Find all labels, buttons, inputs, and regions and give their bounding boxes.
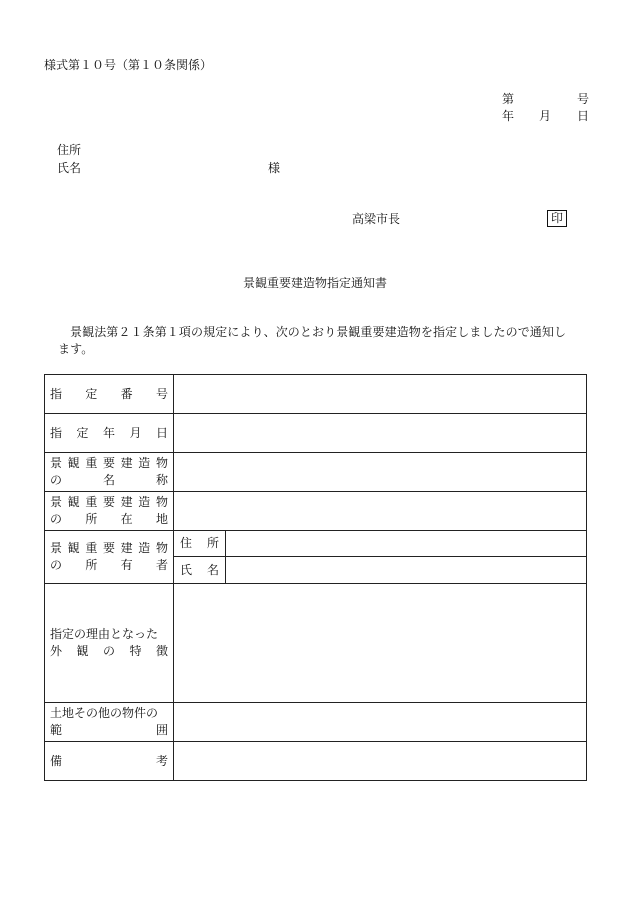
label-char: 号 bbox=[155, 386, 168, 401]
value-owner-name[interactable] bbox=[226, 557, 587, 584]
label-char: 定 bbox=[85, 386, 98, 401]
row-reason bbox=[45, 584, 587, 703]
label-char: 所 bbox=[206, 536, 219, 550]
label-designation-date bbox=[45, 414, 174, 453]
document-number-suffix: 号 bbox=[577, 92, 590, 106]
label-char: の bbox=[102, 644, 115, 658]
label-char: 称 bbox=[155, 473, 168, 487]
issuer-mayor: 高梁市長 bbox=[352, 212, 401, 226]
value-reason[interactable] bbox=[174, 584, 587, 703]
label-line bbox=[50, 722, 168, 739]
seal-mark: 印 bbox=[547, 210, 567, 227]
label-char: の bbox=[50, 558, 63, 572]
label-char: 要 bbox=[102, 495, 115, 509]
label-line bbox=[50, 643, 168, 660]
value-owner-address[interactable] bbox=[226, 531, 587, 557]
label-char: 在 bbox=[120, 512, 133, 526]
label-char: 特 bbox=[129, 644, 142, 658]
body-text: 景観法第２１条第１項の規定により、次のとおり景観重要建造物を指定しましたので通知します。 bbox=[58, 325, 567, 356]
date-day-label: 日 bbox=[577, 109, 590, 123]
label-char: 物 bbox=[155, 495, 168, 509]
row-remarks bbox=[45, 742, 587, 781]
label-char: 月 bbox=[129, 425, 142, 440]
label-char: 住 bbox=[180, 536, 193, 550]
label-char: 名 bbox=[206, 562, 219, 577]
label-char: 観 bbox=[76, 644, 89, 658]
label-char: 者 bbox=[155, 558, 168, 572]
recipient-address-label: 住所 bbox=[57, 143, 82, 157]
recipient-honorific: 様 bbox=[268, 161, 281, 175]
label-char: 要 bbox=[102, 456, 115, 470]
value-designation-date[interactable] bbox=[174, 414, 587, 453]
value-remarks[interactable] bbox=[174, 742, 587, 781]
label-line bbox=[50, 557, 168, 574]
label-line bbox=[50, 494, 168, 511]
label-char: 番 bbox=[120, 386, 133, 401]
form-number: 様式第１０号（第１０条関係） bbox=[44, 58, 213, 72]
value-designation-number[interactable] bbox=[174, 375, 587, 414]
label-line bbox=[50, 472, 168, 489]
label-line bbox=[180, 535, 219, 552]
label-char: 造 bbox=[138, 541, 151, 555]
label-char: 重 bbox=[85, 541, 98, 555]
label-owner-name bbox=[174, 557, 226, 584]
label-char: の bbox=[50, 473, 63, 487]
value-building-name[interactable] bbox=[174, 453, 587, 492]
label-char: 定 bbox=[76, 425, 89, 440]
label-designation-number bbox=[45, 375, 174, 414]
label-char: 建 bbox=[120, 456, 133, 470]
row-building-name bbox=[45, 453, 587, 492]
label-char: 年 bbox=[102, 425, 115, 440]
label-char: 範 bbox=[50, 723, 63, 737]
label-line bbox=[180, 562, 219, 579]
row-designation-date bbox=[45, 414, 587, 453]
label-char: 造 bbox=[138, 456, 151, 470]
label-char: 景 bbox=[50, 541, 63, 555]
label-land-scope bbox=[45, 703, 174, 742]
label-char: 要 bbox=[102, 541, 115, 555]
label-char: 造 bbox=[138, 495, 151, 509]
label-char: 有 bbox=[120, 558, 133, 572]
row-owner-address bbox=[45, 531, 587, 557]
label-char: 囲 bbox=[155, 723, 168, 737]
label-reason bbox=[45, 584, 174, 703]
label-char: 物 bbox=[155, 541, 168, 555]
value-building-location[interactable] bbox=[174, 492, 587, 531]
label-char: 観 bbox=[67, 495, 80, 509]
date-year-label: 年 bbox=[502, 109, 515, 123]
label-char: 所 bbox=[85, 558, 98, 572]
document-title: 景観重要建造物指定通知書 bbox=[242, 276, 387, 290]
label-char: 観 bbox=[67, 541, 80, 555]
label-land-scope-line1: 土地その他の物件の bbox=[50, 706, 159, 720]
label-line bbox=[50, 540, 168, 557]
document-number-prefix: 第 bbox=[502, 92, 515, 106]
label-building-name bbox=[45, 453, 174, 492]
row-designation-number bbox=[45, 375, 587, 414]
label-building-owner bbox=[45, 531, 174, 584]
recipient-name-label: 氏名 bbox=[57, 161, 82, 175]
label-char: 建 bbox=[120, 495, 133, 509]
label-char: 指 bbox=[50, 386, 63, 401]
label-remarks bbox=[45, 742, 174, 781]
label-char: 徴 bbox=[155, 644, 168, 658]
label-char: の bbox=[50, 512, 63, 526]
label-char: 観 bbox=[67, 456, 80, 470]
label-char: 地 bbox=[155, 512, 168, 526]
label-owner-address bbox=[174, 531, 226, 557]
label-char: 物 bbox=[155, 456, 168, 470]
label-char: 重 bbox=[85, 495, 98, 509]
row-building-location bbox=[45, 492, 587, 531]
label-char: 景 bbox=[50, 495, 63, 509]
label-line bbox=[50, 425, 168, 442]
label-char: 重 bbox=[85, 456, 98, 470]
label-line bbox=[50, 753, 168, 770]
label-char: 名 bbox=[102, 473, 115, 487]
label-char: 氏 bbox=[180, 562, 193, 577]
designation-table bbox=[44, 374, 587, 781]
label-char: 備 bbox=[50, 753, 63, 768]
label-char: 建 bbox=[120, 541, 133, 555]
row-land-scope bbox=[45, 703, 587, 742]
label-char: 景 bbox=[50, 456, 63, 470]
label-line bbox=[50, 455, 168, 472]
label-char: 考 bbox=[155, 753, 168, 768]
label-char: 指 bbox=[50, 425, 63, 440]
label-char: 所 bbox=[85, 512, 98, 526]
label-line bbox=[50, 511, 168, 528]
label-char: 日 bbox=[155, 425, 168, 440]
date-month-label: 月 bbox=[539, 109, 552, 123]
label-char: 外 bbox=[50, 644, 63, 658]
label-line bbox=[50, 386, 168, 403]
label-reason-line1: 指定の理由となった bbox=[50, 627, 159, 641]
label-building-location bbox=[45, 492, 174, 531]
value-land-scope[interactable] bbox=[174, 703, 587, 742]
